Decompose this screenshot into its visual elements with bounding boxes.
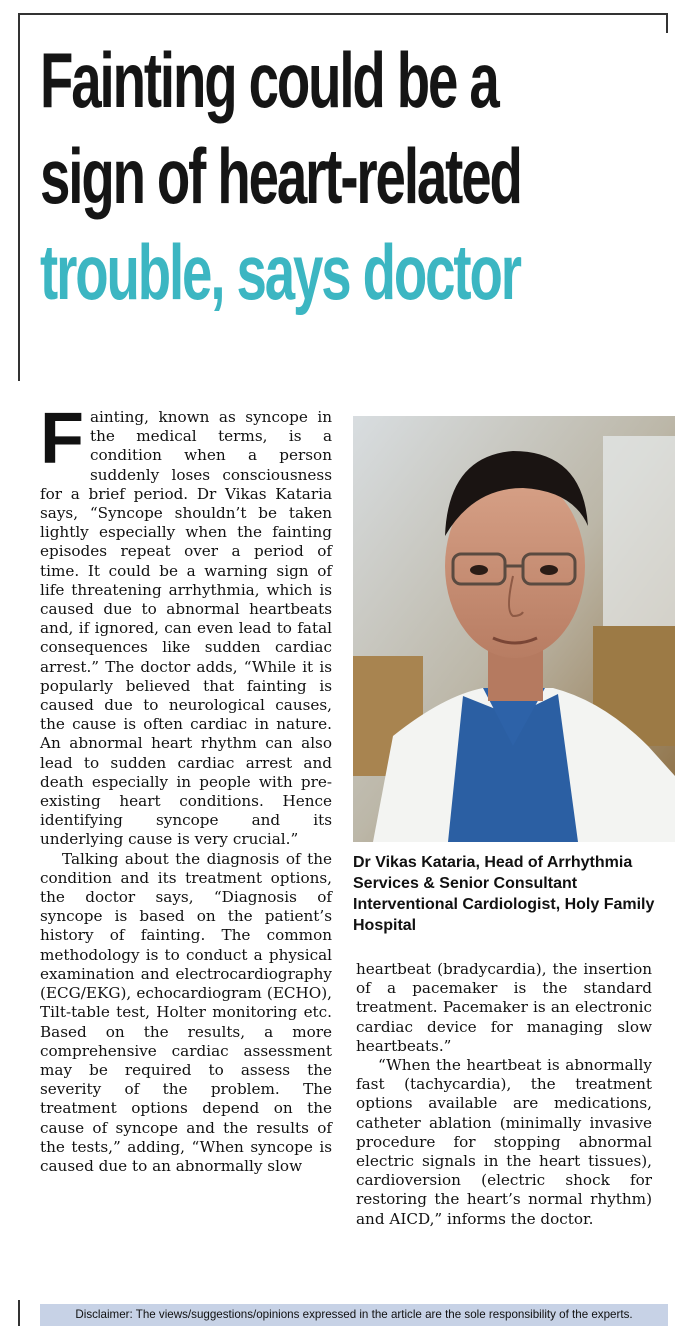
disclaimer-bar: Disclaimer: The views/suggestions/opinions expressed in the article are the sole responsibility of the experts. [40,1304,668,1326]
doctor-photo [353,416,675,842]
headline-line-2: sign of heart-related [40,132,521,220]
article-column-2 [356,960,652,1229]
headline-line-3: trouble, says doctor [40,228,520,316]
drop-cap: F [40,399,84,479]
photo-caption: Dr Vikas Kataria, Head of Arrhythmia Services & Senior Consultant Interventional Cardiologist, Holy Family Hospital [353,854,655,934]
article-column-1 [40,399,332,1176]
headline-line-1: Fainting could be a [40,36,498,124]
frame-top-rule [18,13,668,15]
headline [40,32,660,320]
article-paragraph-3: heartbeat (bradycardia), the insertion of a pacemaker is the standard treatment. Pacemaker is an electronic cardiac device for managing slow heartbeats.” [356,960,652,1055]
article-paragraph-2: Talking about the diagnosis of the condition and its treatment options, the doctor says, “Diagnosis of syncope is based on the patient’s history of fainting. The common methodology is to conduct a physical examination and electrocardiography (ECG/EKG), echocardiogram (ECHO), Tilt-table test, Holter monitoring etc. Based on the results, a more comprehensive cardiac assessment may be required to assess the severity of the problem. The treatment options depend on the cause of syncope and the results of the tests,” adding, “When syncope is caused due to an abnormally slow [40,849,332,1175]
paragraph-1-text: ainting, known as syncope in the medical terms, is a condition when a person suddenly loses consciousness for a brief period. Dr Vikas Kataria says, “Syncope shouldn’t be taken lightly especially when the fainting episodes repeat over a period of time. It could be a warning sign of life threatening arrhythmia, which is caused due to abnormal heartbeats and, if ignored, can even lead to fatal consequences like sudden cardiac arrest.” The doctor adds, “While it is popularly believed that fainting is caused due to neurological causes, the cause is often cardiac in nature. An abnormal heart rhythm can also lead to sudden cardiac arrest and death especially in people with pre-existing heart conditions. Hence identifying syncope and its underlying cause is very crucial.” [40,408,332,849]
frame-left-rule [18,13,20,381]
article-paragraph-1 [40,399,332,850]
frame-right-rule [666,13,668,33]
article-paragraph-4: “When the heartbeat is abnormally fast (tachycardia), the treatment options available are medications, catheter ablation (minimally invasive procedure for stopping abnormal electric signals in the heart tissues), cardioversion (electric shock for restoring the heart’s normal rhythm) and AICD,” informs the doctor. [356,1056,652,1228]
doctor-portrait-image [353,416,675,842]
frame-bottom-rule [18,1300,20,1326]
